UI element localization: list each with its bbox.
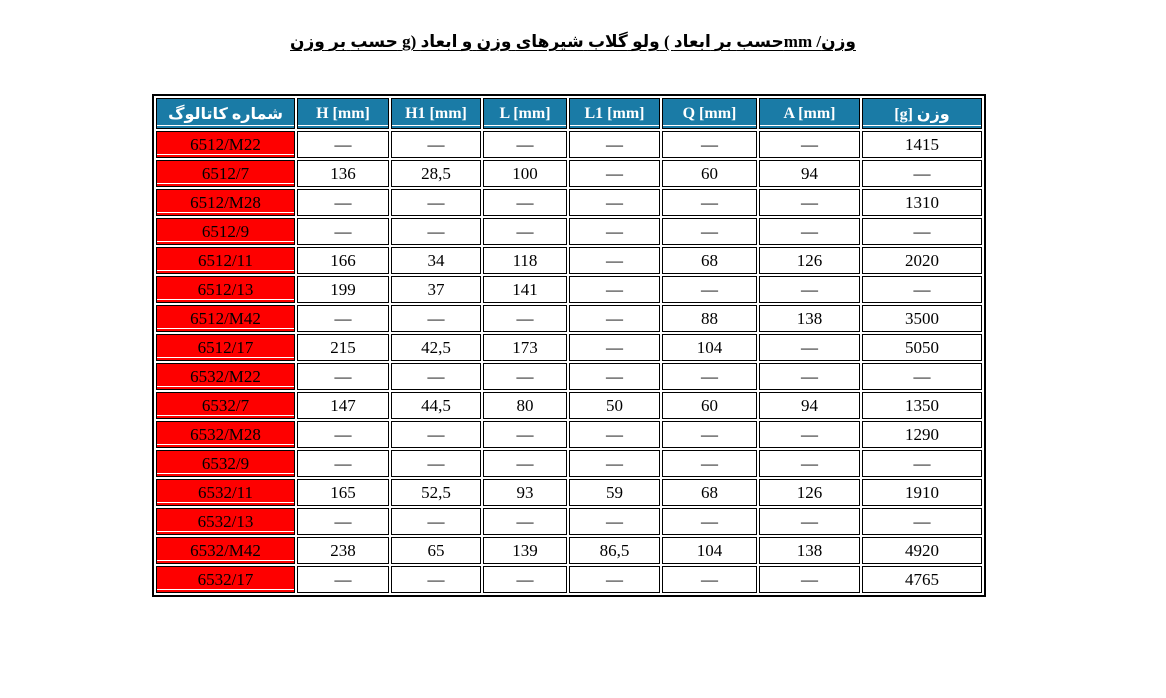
- table-wrapper: [152, 94, 1166, 597]
- header-row: [156, 98, 982, 129]
- title-segment: حسب: [736, 32, 784, 51]
- value-cell: 5050: [862, 334, 982, 361]
- value-cell: —: [391, 421, 481, 448]
- value-cell: 3500: [862, 305, 982, 332]
- value-cell: 93: [483, 479, 567, 506]
- value-cell: —: [297, 305, 389, 332]
- value-cell: —: [862, 363, 982, 390]
- value-cell: 68: [662, 247, 757, 274]
- value-cell: 28,5: [391, 160, 481, 187]
- catalog-cell: 6512/7: [156, 160, 295, 187]
- catalog-cell: 6512/11: [156, 247, 295, 274]
- value-cell: 68: [662, 479, 757, 506]
- page-title: [0, 32, 1146, 52]
- table-row: [156, 305, 982, 332]
- catalog-cell: 6512/M22: [156, 131, 295, 158]
- value-cell: —: [569, 247, 660, 274]
- value-cell: 138: [759, 305, 860, 332]
- value-cell: 104: [662, 537, 757, 564]
- value-cell: —: [662, 363, 757, 390]
- value-cell: —: [483, 189, 567, 216]
- value-cell: —: [759, 450, 860, 477]
- value-cell: 199: [297, 276, 389, 303]
- value-cell: 60: [662, 392, 757, 419]
- value-cell: —: [569, 189, 660, 216]
- value-cell: —: [662, 450, 757, 477]
- column-header: H1 [mm]: [391, 98, 481, 129]
- value-cell: 166: [297, 247, 389, 274]
- value-cell: —: [391, 508, 481, 535]
- catalog-cell: 6532/M28: [156, 421, 295, 448]
- value-cell: 88: [662, 305, 757, 332]
- value-cell: 126: [759, 247, 860, 274]
- title-segment: (: [659, 32, 674, 51]
- value-cell: —: [569, 334, 660, 361]
- catalog-cell: 6532/17: [156, 566, 295, 593]
- value-cell: —: [483, 508, 567, 535]
- value-cell: —: [391, 450, 481, 477]
- catalog-cell: 6512/M42: [156, 305, 295, 332]
- value-cell: —: [297, 566, 389, 593]
- value-cell: 1415: [862, 131, 982, 158]
- value-cell: 141: [483, 276, 567, 303]
- value-cell: —: [759, 508, 860, 535]
- value-cell: 100: [483, 160, 567, 187]
- value-cell: 1910: [862, 479, 982, 506]
- value-cell: —: [483, 363, 567, 390]
- value-cell: 59: [569, 479, 660, 506]
- value-cell: 165: [297, 479, 389, 506]
- value-cell: 50: [569, 392, 660, 419]
- value-cell: 138: [759, 537, 860, 564]
- value-cell: 1310: [862, 189, 982, 216]
- value-cell: —: [483, 218, 567, 245]
- value-cell: —: [662, 276, 757, 303]
- value-cell: —: [297, 189, 389, 216]
- table-row: [156, 508, 982, 535]
- value-cell: 94: [759, 160, 860, 187]
- value-cell: —: [569, 363, 660, 390]
- value-cell: 136: [297, 160, 389, 187]
- title-segment: بر: [715, 32, 732, 51]
- value-cell: —: [297, 450, 389, 477]
- title-segment: mm /: [783, 32, 822, 51]
- value-cell: —: [569, 131, 660, 158]
- table-row: [156, 450, 982, 477]
- title-segment: بر: [329, 32, 347, 51]
- value-cell: —: [569, 450, 660, 477]
- value-cell: —: [759, 276, 860, 303]
- value-cell: —: [862, 450, 982, 477]
- column-header: L1 [mm]: [569, 98, 660, 129]
- table-row: [156, 537, 982, 564]
- value-cell: —: [862, 508, 982, 535]
- table-row: [156, 363, 982, 390]
- value-cell: 52,5: [391, 479, 481, 506]
- title-segment: گلاب: [587, 32, 628, 51]
- value-cell: —: [759, 189, 860, 216]
- value-cell: —: [391, 566, 481, 593]
- catalog-cell: 6532/M22: [156, 363, 295, 390]
- value-cell: 4765: [862, 566, 982, 593]
- value-cell: 215: [297, 334, 389, 361]
- value-cell: —: [391, 363, 481, 390]
- title-segment: ابعاد: [420, 32, 458, 51]
- value-cell: —: [569, 218, 660, 245]
- value-cell: —: [297, 218, 389, 245]
- valve-dimensions-table: [152, 94, 986, 597]
- value-cell: —: [569, 566, 660, 593]
- title-segment: شیرهای: [515, 32, 584, 51]
- value-cell: —: [297, 421, 389, 448]
- column-header: شماره کاتالوگ: [156, 98, 295, 129]
- value-cell: —: [483, 450, 567, 477]
- value-cell: —: [662, 218, 757, 245]
- value-cell: —: [483, 421, 567, 448]
- catalog-cell: 6532/9: [156, 450, 295, 477]
- column-header: وزن [g]: [862, 98, 982, 129]
- catalog-cell: 6512/13: [156, 276, 295, 303]
- value-cell: —: [569, 160, 660, 187]
- value-cell: 44,5: [391, 392, 481, 419]
- value-cell: —: [391, 218, 481, 245]
- title-segment: وزن: [476, 32, 512, 51]
- value-cell: 34: [391, 247, 481, 274]
- table-row: [156, 392, 982, 419]
- value-cell: —: [391, 305, 481, 332]
- value-cell: 238: [297, 537, 389, 564]
- catalog-cell: 6512/9: [156, 218, 295, 245]
- table-row: [156, 479, 982, 506]
- value-cell: —: [759, 363, 860, 390]
- value-cell: —: [662, 131, 757, 158]
- catalog-cell: 6532/M42: [156, 537, 295, 564]
- catalog-cell: 6512/17: [156, 334, 295, 361]
- value-cell: 173: [483, 334, 567, 361]
- column-header: A [mm]: [759, 98, 860, 129]
- table-row: [156, 276, 982, 303]
- value-cell: 4920: [862, 537, 982, 564]
- title-segment: وزن: [821, 32, 856, 51]
- value-cell: —: [862, 160, 982, 187]
- value-cell: —: [297, 363, 389, 390]
- value-cell: —: [662, 508, 757, 535]
- value-cell: —: [483, 131, 567, 158]
- table-row: [156, 247, 982, 274]
- value-cell: 104: [662, 334, 757, 361]
- value-cell: —: [759, 131, 860, 158]
- title-segment: حسب: [350, 32, 398, 51]
- value-cell: —: [569, 305, 660, 332]
- value-cell: —: [662, 189, 757, 216]
- table-row: [156, 131, 982, 158]
- value-cell: —: [759, 566, 860, 593]
- value-cell: —: [862, 276, 982, 303]
- value-cell: —: [569, 276, 660, 303]
- catalog-cell: 6532/13: [156, 508, 295, 535]
- value-cell: —: [862, 218, 982, 245]
- title-segment: وزن: [290, 32, 325, 51]
- value-cell: 139: [483, 537, 567, 564]
- table-row: [156, 218, 982, 245]
- table-body: [156, 131, 982, 593]
- value-cell: 60: [662, 160, 757, 187]
- value-cell: —: [662, 421, 757, 448]
- title-segment: ابعاد: [673, 32, 711, 51]
- value-cell: 80: [483, 392, 567, 419]
- value-cell: —: [569, 508, 660, 535]
- column-header: H [mm]: [297, 98, 389, 129]
- value-cell: —: [483, 305, 567, 332]
- value-cell: 94: [759, 392, 860, 419]
- title-segment: g): [397, 32, 421, 51]
- catalog-cell: 6532/7: [156, 392, 295, 419]
- value-cell: —: [391, 131, 481, 158]
- value-cell: 2020: [862, 247, 982, 274]
- value-cell: —: [297, 131, 389, 158]
- table-row: [156, 566, 982, 593]
- value-cell: 1290: [862, 421, 982, 448]
- value-cell: —: [759, 218, 860, 245]
- value-cell: —: [759, 421, 860, 448]
- value-cell: —: [483, 566, 567, 593]
- value-cell: 1350: [862, 392, 982, 419]
- table-row: [156, 421, 982, 448]
- catalog-cell: 6532/11: [156, 479, 295, 506]
- value-cell: 37: [391, 276, 481, 303]
- column-header: Q [mm]: [662, 98, 757, 129]
- value-cell: —: [391, 189, 481, 216]
- title-segment: و: [461, 32, 473, 51]
- table-row: [156, 334, 982, 361]
- value-cell: 126: [759, 479, 860, 506]
- catalog-cell: 6512/M28: [156, 189, 295, 216]
- value-cell: 147: [297, 392, 389, 419]
- title-segment: ولو: [632, 32, 660, 51]
- value-cell: 42,5: [391, 334, 481, 361]
- value-cell: 65: [391, 537, 481, 564]
- column-header: L [mm]: [483, 98, 567, 129]
- value-cell: —: [569, 421, 660, 448]
- table-row: [156, 160, 982, 187]
- value-cell: —: [662, 566, 757, 593]
- value-cell: —: [759, 334, 860, 361]
- value-cell: 86,5: [569, 537, 660, 564]
- value-cell: 118: [483, 247, 567, 274]
- value-cell: —: [297, 508, 389, 535]
- table-row: [156, 189, 982, 216]
